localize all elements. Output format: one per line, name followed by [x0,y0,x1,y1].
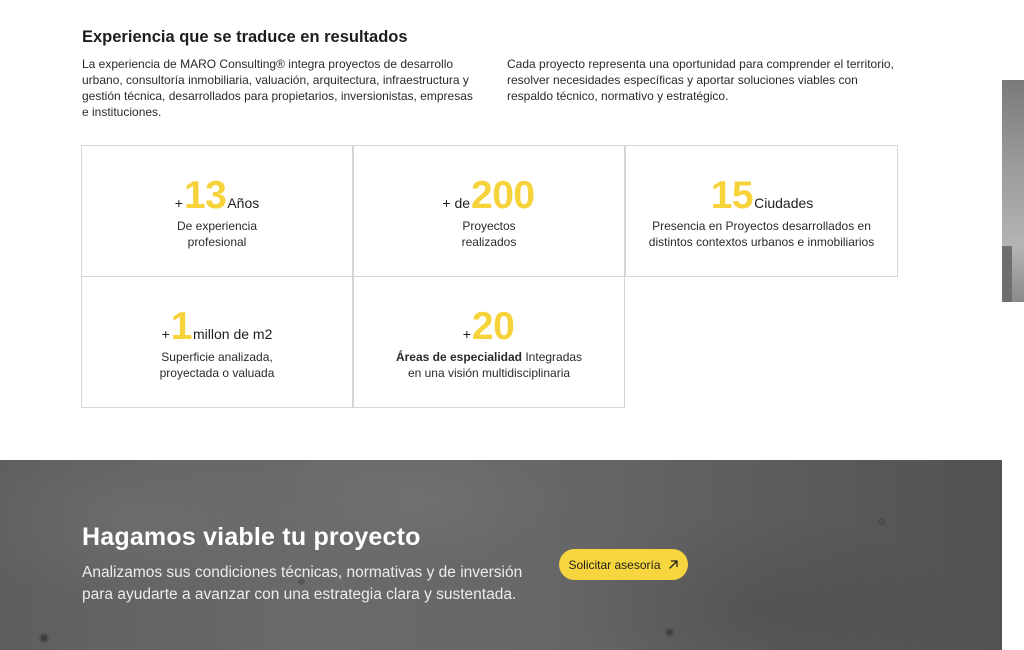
stat-number: 13 [183,174,227,217]
intro-left-text: La experiencia de MARO Consulting® integra proyectos de desarrollo urbano, consultoría inmobiliaria, valuación, arquitectura, infraestructura y gestión técnica, desarrollados para propietarios, inversionistas, empresas e instituciones. [82,57,473,119]
stat-card-surface [81,276,353,408]
stat-desc-line2: distintos contextos urbanos e inmobiliarios [648,235,875,249]
cta-button-label: Solicitar asesoría [568,557,661,572]
stat-number: 15 [710,174,754,217]
stats-grid [81,145,898,408]
stat-desc-line2: realizados [461,235,517,249]
arrow-up-right-icon [668,559,679,570]
stat-desc-line1: Presencia en Proyectos desarrollados en [652,219,871,233]
stat-description [364,218,614,250]
stat-description [92,218,342,250]
stat-desc-line1: Proyectos [462,219,516,233]
stat-desc-line1: Integradas [522,350,583,364]
stat-desc-line1: Superficie analizada, [161,350,273,364]
cta-title: Hagamos viable tu proyecto [82,523,421,551]
stat-suffix: millon de m2 [193,326,273,342]
stat-suffix: Años [227,195,260,211]
stat-desc-bold: Áreas de especialidad [395,350,523,364]
intro-heading: Experiencia que se traduce en resultados [82,28,408,46]
intro-columns [82,56,902,120]
concrete-texture-dot [880,520,883,523]
stat-prefix: + de [442,195,471,211]
side-image-strip [1002,80,1024,302]
stat-number: 20 [471,305,515,348]
stat-number: 200 [471,174,535,217]
stat-card-specialties [353,276,625,408]
stat-prefix: + [161,326,170,342]
intro-section [82,28,902,120]
stat-card-cities [625,145,898,277]
stat-figure [82,307,352,346]
stat-description [636,218,887,250]
cta-subtitle: Analizamos sus condiciones técnicas, normativas y de inversión para ayudarte a avanzar con una estrategia clara y sustentada. [82,564,523,603]
stat-suffix: Ciudades [754,195,814,211]
stat-desc-line2: profesional [187,235,247,249]
stat-desc-line2: en una visión multidisciplinaria [407,366,571,380]
stat-description [92,349,342,381]
stat-figure [354,307,624,346]
stat-prefix: + [174,195,183,211]
cta-banner [0,460,1002,650]
stat-card-years [81,145,353,277]
concrete-texture-dot [667,630,672,635]
stat-number: 1 [170,305,192,348]
stat-figure [626,176,897,215]
stat-card-projects [353,145,625,277]
stat-description [364,349,614,381]
side-image-shadow [1002,246,1012,302]
intro-right-text: Cada proyecto representa una oportunidad para comprender el territorio, resolver necesidades específicas y aportar soluciones viables con respaldo técnico, normativo y estratégico. [507,57,894,103]
request-consultation-button[interactable] [559,549,688,580]
stat-desc-line2: proyectada o valuada [159,366,275,380]
concrete-texture-dot [41,635,47,641]
stat-figure [82,176,352,215]
stat-desc-line1: De experiencia [176,219,258,233]
stat-figure [354,176,624,215]
stat-prefix: + [462,326,471,342]
